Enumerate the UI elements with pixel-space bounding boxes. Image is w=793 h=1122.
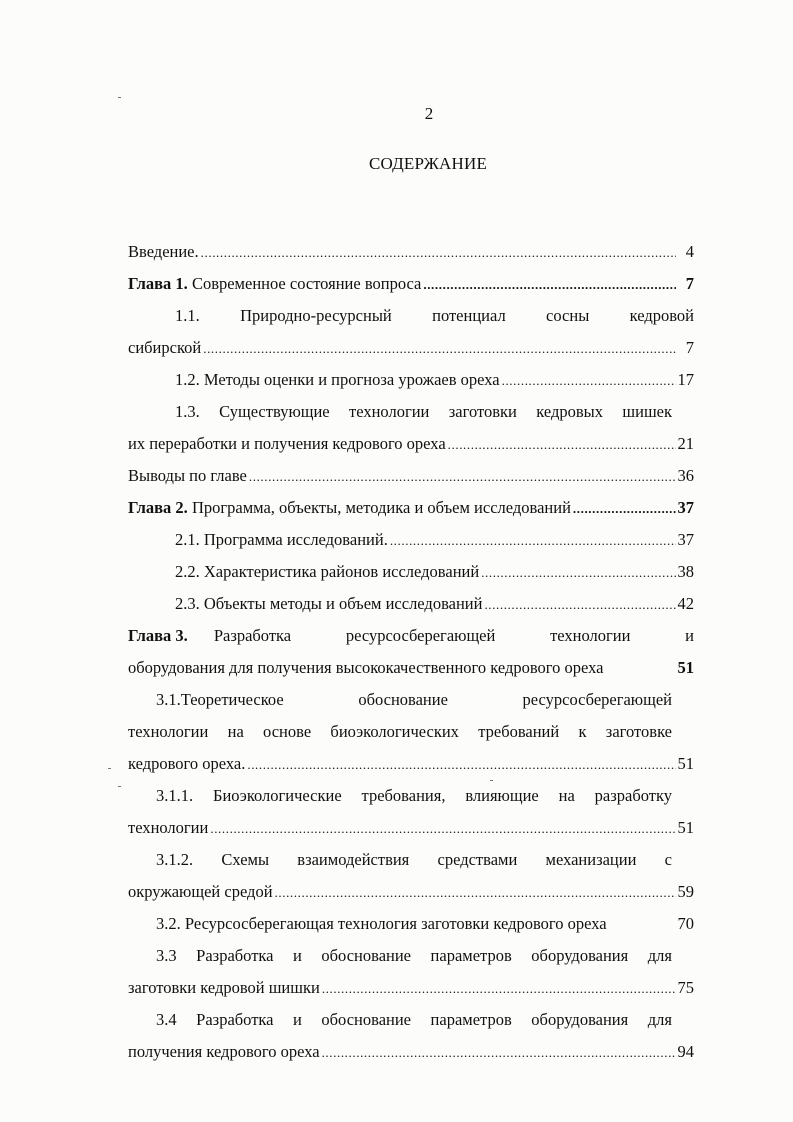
toc-entry-conclusions	[128, 460, 694, 492]
toc-entry-section-3-1-1	[128, 780, 694, 844]
toc-entry-section-3-1	[128, 684, 694, 780]
toc-entry-section-3-2	[128, 908, 694, 940]
toc-entry-text: 1.3. Существующие технологии заготовки кедровых шишек	[175, 402, 672, 421]
dot-leader	[573, 492, 676, 525]
toc-page-number: 94	[677, 1042, 694, 1061]
toc-entry-text: заготовки кедровой шишки	[128, 978, 320, 997]
toc-entry-text: 2.3. Объекты методы и объем исследований	[175, 594, 483, 613]
toc-page-number: 36	[677, 466, 694, 485]
toc-entry-section-2-2	[128, 556, 694, 588]
toc-page-number: 21	[677, 434, 694, 453]
toc-entry-section-3-3	[128, 940, 694, 1004]
scan-speck	[490, 780, 493, 781]
toc-entry-text: 3.3 Разработка и обоснование параметров оборудования для	[156, 946, 672, 965]
toc-entry-text: 3.1.2. Схемы взаимодействия средствами механизации с	[156, 850, 672, 869]
toc-page-number: 51	[677, 658, 694, 677]
chapter-label: Глава 3.	[128, 626, 188, 645]
dot-leader	[201, 236, 676, 269]
toc-entry-text: Разработка ресурсосберегающей технологии и	[213, 626, 694, 645]
toc-page-number: 37	[677, 498, 694, 517]
toc-entry-introduction	[128, 236, 694, 268]
toc-page-number: 37	[677, 530, 694, 549]
toc-page-number: 7	[685, 274, 694, 293]
toc-page-number: 59	[677, 882, 694, 901]
toc-entry-section-3-1-2	[128, 844, 694, 908]
toc-entry-section-1-3	[128, 396, 694, 460]
chapter-label: Глава 1.	[128, 274, 188, 293]
toc-entry-text: кедрового ореха.	[128, 754, 246, 773]
toc-entry-chapter-1	[128, 268, 694, 300]
toc-entry-text: 2.1. Программа исследований.	[175, 530, 388, 549]
toc-entry-section-2-3	[128, 588, 694, 620]
dot-leader	[275, 876, 676, 909]
dot-leader	[247, 748, 675, 781]
toc-entry-text: 3.1.1. Биоэкологические требования, влияющие на разработку	[156, 786, 672, 805]
toc-entry-section-1-2	[128, 364, 694, 396]
toc-entry-text: оборудования для получения высококачественного кедрового ореха	[128, 658, 604, 677]
toc-entry-text: 3.1.Теоретическое обоснование ресурсосберегающей	[156, 690, 672, 709]
toc-entry-chapter-2	[128, 492, 694, 524]
dot-leader	[423, 268, 676, 301]
toc-page-number: 70	[677, 914, 694, 933]
toc-entry-text: Современное состояние вопроса	[191, 274, 422, 293]
toc-page-number: 7	[685, 338, 694, 357]
toc-entry-text: 3.4 Разработка и обоснование параметров оборудования для	[156, 1010, 672, 1029]
toc-page-number: 38	[677, 562, 694, 581]
toc-entry-text: технологии на основе биоэкологических требований к заготовке	[128, 722, 672, 741]
page-title: СОДЕРЖАНИЕ	[368, 154, 488, 173]
dot-leader	[502, 364, 676, 397]
toc-entry-text: технологии	[128, 818, 209, 837]
dot-leader	[210, 812, 675, 845]
toc-entry-section-3-4	[128, 1004, 694, 1068]
dot-leader	[322, 1036, 676, 1069]
toc-page-number: 42	[677, 594, 694, 613]
scan-speck	[118, 786, 121, 787]
toc-entry-chapter-3	[128, 620, 694, 684]
toc-entry-text: 3.2. Ресурсосберегающая технология заготовки кедрового ореха	[156, 914, 607, 933]
dot-leader	[249, 460, 676, 493]
chapter-label: Глава 2.	[128, 498, 188, 517]
dot-leader	[448, 428, 676, 461]
dot-leader	[481, 556, 675, 589]
scan-speck	[118, 97, 121, 98]
toc-entry-text: 1.1. Природно-ресурсный потенциал сосны кедровой	[175, 306, 694, 325]
dot-leader	[390, 524, 676, 557]
page-number: 2	[424, 104, 434, 123]
toc-page-number: 75	[677, 978, 694, 997]
toc-entry-text: 2.2. Характеристика районов исследований	[175, 562, 480, 581]
scan-speck	[108, 768, 111, 769]
toc-entry-text: сибирской	[128, 338, 202, 357]
toc-entry-section-1-1	[128, 300, 694, 364]
toc-page-number: 51	[677, 754, 694, 773]
toc-entry-text: окружающей средой	[128, 882, 273, 901]
toc-entry-text: Выводы по главе	[128, 466, 247, 485]
toc-entry-section-2-1	[128, 524, 694, 556]
toc-entry-text: 1.2. Методы оценки и прогноза урожаев ореха	[175, 370, 500, 389]
dot-leader	[322, 972, 676, 1005]
toc-page-number: 51	[677, 818, 694, 837]
toc-entry-text: их переработки и получения кедрового ореха	[128, 434, 446, 453]
toc-entry-text: Программа, объекты, методика и объем исследований	[191, 498, 571, 517]
dot-leader	[484, 588, 675, 621]
toc-entry-text: Введение.	[128, 242, 199, 261]
dot-leader	[203, 332, 676, 365]
toc-page-number: 17	[677, 370, 694, 389]
toc-entry-text: получения кедрового ореха	[128, 1042, 320, 1061]
toc-page-number: 4	[685, 242, 694, 261]
table-of-contents	[128, 236, 694, 1068]
